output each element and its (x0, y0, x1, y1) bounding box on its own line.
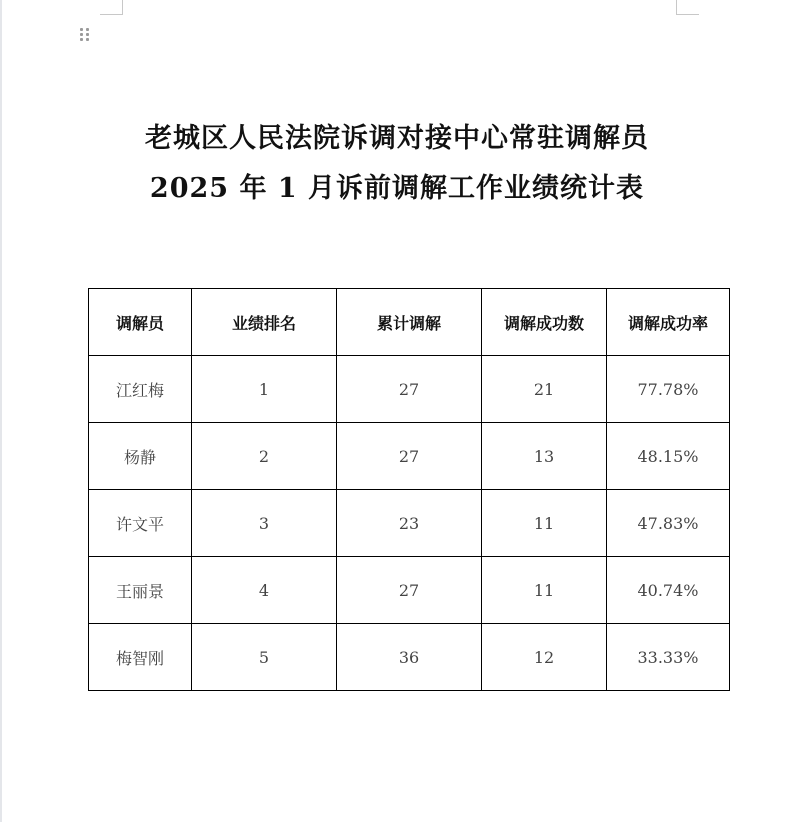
cell-total-cases: 27 (337, 423, 482, 490)
margin-corner-top-left (100, 0, 123, 15)
cell-mediator: 许文平 (89, 490, 192, 557)
cell-total-cases: 27 (337, 356, 482, 423)
cell-rank: 4 (192, 557, 337, 624)
cell-total-cases: 27 (337, 557, 482, 624)
cell-rank: 5 (192, 624, 337, 691)
cell-success-rate: 77.78% (607, 356, 730, 423)
document-title-line1: 老城区人民法院诉调对接中心常驻调解员 (145, 123, 649, 154)
table-row (89, 624, 730, 691)
cell-success-rate: 40.74% (607, 557, 730, 624)
table-header-row (89, 289, 730, 356)
header-success-count: 调解成功数 (482, 289, 607, 356)
header-total-cases: 累计调解 (337, 289, 482, 356)
margin-corner-top-right (676, 0, 699, 15)
header-rank: 业绩排名 (192, 289, 337, 356)
cell-success-count: 21 (482, 356, 607, 423)
cell-total-cases: 36 (337, 624, 482, 691)
cell-rank: 3 (192, 490, 337, 557)
cell-success-rate: 33.33% (607, 624, 730, 691)
table-row (89, 356, 730, 423)
document-title-line2: 2025 年 1 月诉前调解工作业绩统计表 (149, 173, 645, 204)
cell-mediator: 杨静 (89, 423, 192, 490)
table-row (89, 490, 730, 557)
cell-success-rate: 47.83% (607, 490, 730, 557)
drag-handle-icon[interactable] (80, 28, 92, 44)
table-row (89, 423, 730, 490)
cell-success-count: 12 (482, 624, 607, 691)
cell-success-count: 11 (482, 557, 607, 624)
cell-success-count: 13 (482, 423, 607, 490)
cell-rank: 2 (192, 423, 337, 490)
header-mediator: 调解员 (89, 289, 192, 356)
cell-rank: 1 (192, 356, 337, 423)
performance-table (88, 288, 730, 691)
cell-success-count: 11 (482, 490, 607, 557)
cell-mediator: 梅智刚 (89, 624, 192, 691)
header-success-rate: 调解成功率 (607, 289, 730, 356)
cell-mediator: 江红梅 (89, 356, 192, 423)
table-row (89, 557, 730, 624)
cell-total-cases: 23 (337, 490, 482, 557)
cell-success-rate: 48.15% (607, 423, 730, 490)
cell-mediator: 王丽景 (89, 557, 192, 624)
